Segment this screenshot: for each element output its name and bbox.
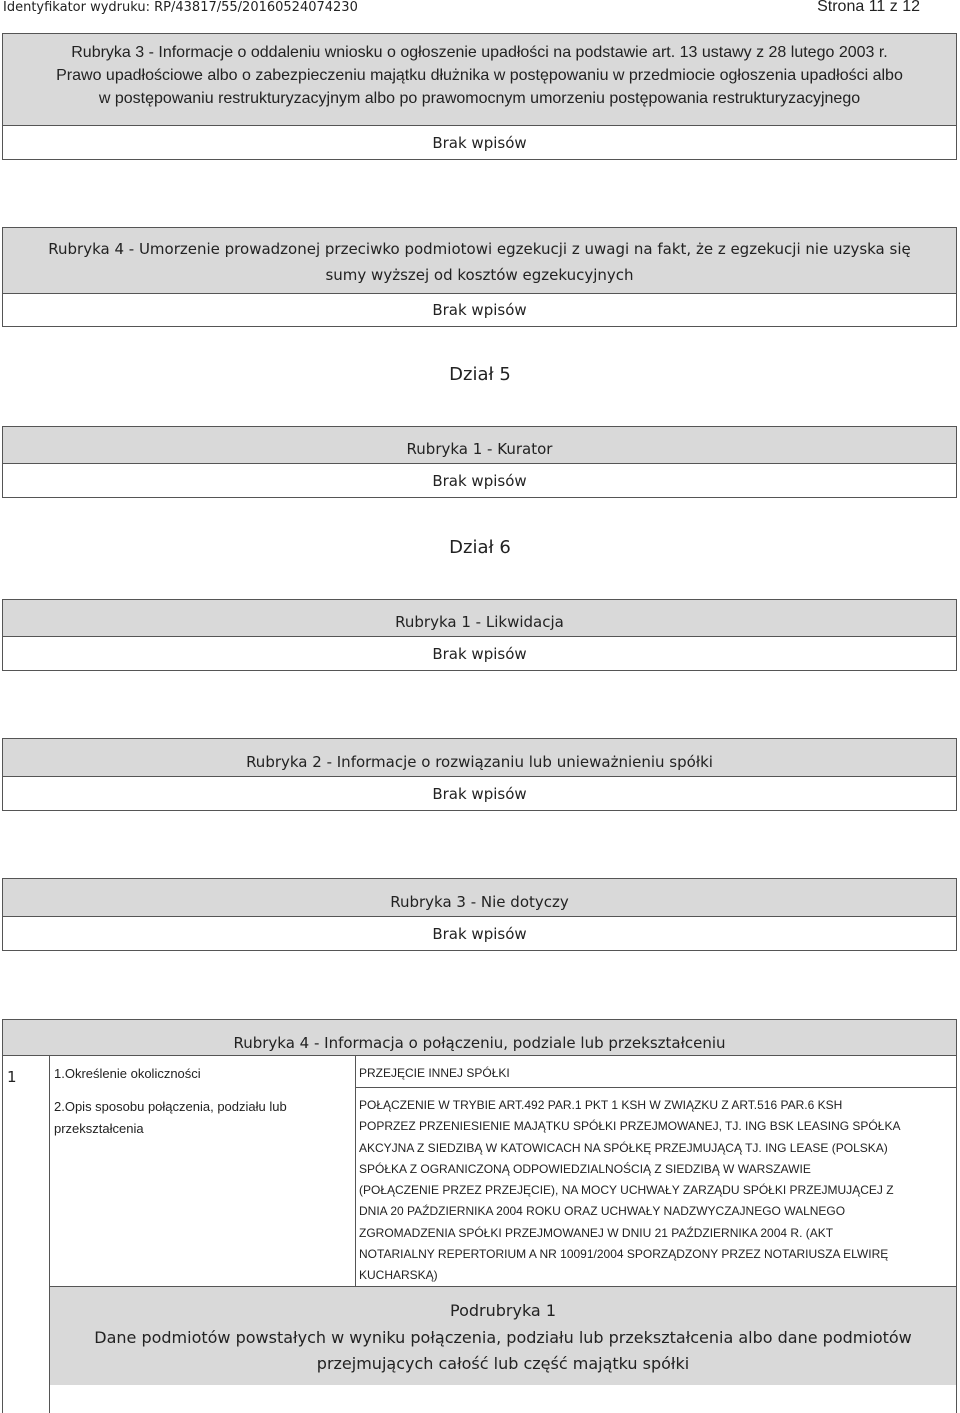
section-title: Rubryka 4 - Informacja o połączeniu, podziale lub przekształceniu: [3, 1020, 956, 1056]
section-rozwiazanie: [2, 738, 957, 811]
field1-value: PRZEJĘCIE INNEJ SPÓŁKI: [359, 1066, 510, 1080]
value-line: POŁĄCZENIE W TRYBIE ART.492 PAR.1 PKT 1 KSH W ZWIĄZKU Z ART.516 PAR.6 KSH: [359, 1098, 843, 1112]
print-identifier: Identyfikator wydruku: RP/43817/55/20160524074230: [3, 0, 358, 15]
divider: [355, 1055, 356, 1286]
title-line: Prawo upadłościowe albo o zabezpieczeniu majątku dłużnika w postępowaniu w przedmiocie ogłoszenia upadłości albo: [56, 67, 903, 84]
section-rubryka4-enforcement: [2, 227, 957, 327]
value-line: ZGROMADZENIA SPÓŁKI PRZEJMOWANEJ W DNIU 21 PAŹDZIERNIKA 2004 R. (AKT: [359, 1225, 834, 1240]
empty-entry: Brak wpisów: [432, 925, 527, 943]
title-line: w postępowaniu restrukturyzacyjnym albo po prawomocnym umorzeniu postępowania restrukturyzacyjnego: [98, 90, 861, 107]
field2-value: [359, 1095, 900, 1287]
section-title: Rubryka 2 - Informacje o rozwiązaniu lub unieważnieniu spółki: [3, 739, 956, 777]
value-line: POPRZEZ PRZENIESIENIE MAJĄTKU SPÓŁKI PRZEJMOWANEJ, TJ. ING BSK LEASING SPÓŁKA: [359, 1119, 901, 1134]
value-line: (POŁĄCZENIE PRZEZ PRZEJĘCIE), NA MOCY UCHWAŁY ZARZĄDU SPÓŁKI PRZEJMUJĄCEJ Z: [359, 1183, 894, 1198]
empty-entry: Brak wpisów: [432, 472, 527, 490]
dzial5-heading: Dział 5: [449, 364, 511, 385]
empty-entry: Brak wpisów: [432, 785, 527, 803]
title-line: sumy wyższej od kosztów egzekucyjnych: [325, 266, 634, 284]
section-title: [3, 34, 956, 126]
field2-label: [54, 1096, 287, 1140]
title-line: Rubryka 3 - Informacje o oddaleniu wniosku o ogłoszenie upadłości na podstawie art. 13 ustawy z 28 lutego 2003 r.: [71, 44, 888, 61]
section-title: Rubryka 1 - Likwidacja: [3, 600, 956, 637]
section-likwidacja: [2, 599, 957, 671]
podrubryka-desc-line: przejmujących całość lub część majątku spółki: [316, 1354, 690, 1373]
value-line: AKCYJNA Z SIEDZIBĄ W KATOWICACH NA SPÓŁKĘ PRZEJMUJĄCĄ TJ. ING LEASE (POLSKA): [359, 1140, 888, 1155]
divider: [355, 1087, 957, 1088]
value-line: DNIA 20 PAŹDZIERNIKA 2004 ROKU ORAZ UCHWAŁY NADZWYCZAJNEGO WALNEGO: [359, 1204, 846, 1219]
title-line: Rubryka 4 - Umorzenie prowadzonej przeciwko podmiotowi egzekucji z uwagi na fakt, że z egzekucji nie uzyska się: [48, 240, 911, 258]
entry-number: 1: [7, 1068, 17, 1086]
podrubryka-box: [49, 1286, 957, 1413]
section-rubryka3-bankruptcy: [2, 33, 957, 160]
section-title: [3, 228, 956, 294]
page-number: Strona 11 z 12: [817, 0, 920, 15]
label-line: przekształcenia: [54, 1121, 144, 1136]
section-kurator: [2, 426, 957, 498]
empty-entry: Brak wpisów: [432, 134, 527, 152]
field1-label: 1.Określenie okoliczności: [54, 1066, 201, 1081]
label-line: 2.Opis sposobu połączenia, podziału lub: [54, 1099, 287, 1114]
section-nie-dotyczy: [2, 878, 957, 951]
value-line: KUCHARSKĄ): [359, 1268, 438, 1283]
podrubryka-desc-line: Dane podmiotów powstałych w wyniku połączenia, podziału lub przekształcenia albo dane podmiotów: [94, 1327, 912, 1347]
podrubryka-title: Podrubryka 1: [450, 1301, 556, 1320]
podrubryka-header: [50, 1287, 956, 1385]
value-line: NOTARIALNY REPERTORIUM A NR 10091/2004 SPORZĄDZONY PRZEZ NOTARIUSZA ELWIRĘ: [359, 1247, 889, 1262]
section-title: Rubryka 1 - Kurator: [3, 427, 956, 464]
empty-entry: Brak wpisów: [432, 301, 527, 319]
section-title: Rubryka 3 - Nie dotyczy: [3, 879, 956, 917]
empty-entry: Brak wpisów: [432, 645, 527, 663]
value-line: SPÓŁKA Z OGRANICZONĄ ODPOWIEDZIALNOŚCIĄ Z SIEDZIBĄ W WARSZAWIE: [359, 1161, 811, 1176]
dzial6-heading: Dział 6: [449, 537, 511, 558]
